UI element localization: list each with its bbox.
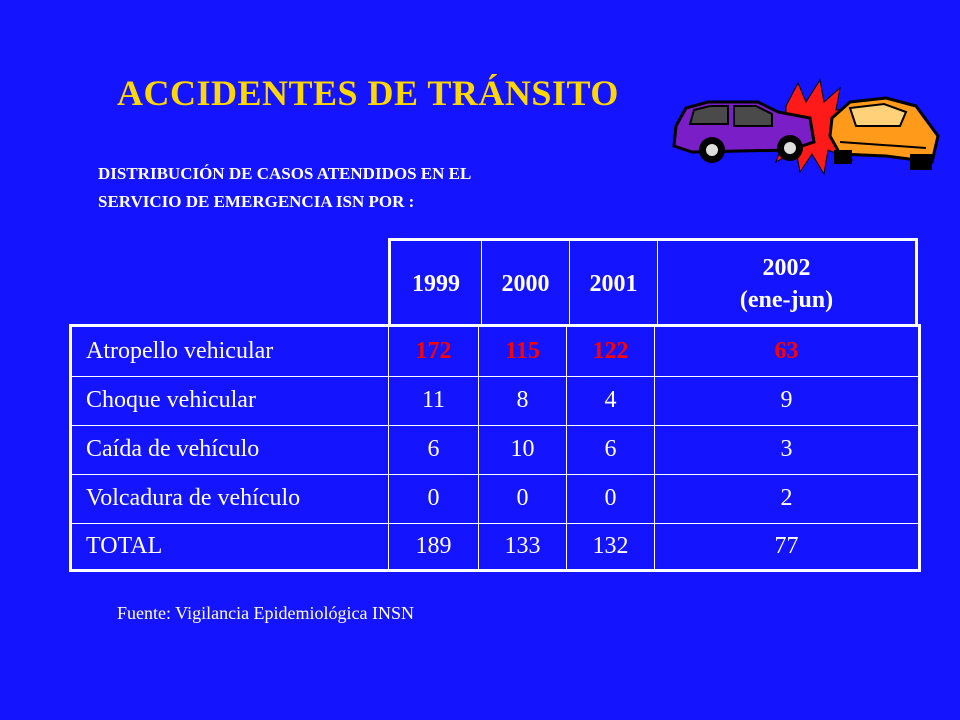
header-2001-text: 2001 bbox=[589, 271, 638, 297]
row-label: Volcadura de vehículo bbox=[86, 485, 301, 511]
header-2001 bbox=[570, 241, 657, 327]
cell-2001: 6 bbox=[604, 436, 617, 462]
cell-2001: 132 bbox=[592, 532, 629, 559]
cell-2002: 2 bbox=[780, 485, 793, 511]
cell-1999: 172 bbox=[415, 338, 452, 364]
slide-subtitle bbox=[98, 160, 471, 216]
data-table bbox=[69, 324, 921, 572]
cell-2000: 115 bbox=[505, 338, 540, 364]
row-label: Choque vehicular bbox=[86, 387, 256, 413]
header-2002 bbox=[658, 241, 915, 327]
header-2000 bbox=[482, 241, 569, 327]
table-header bbox=[388, 238, 918, 324]
cell-2000: 133 bbox=[504, 532, 541, 559]
header-2000-text: 2000 bbox=[501, 271, 550, 297]
header-1999-text: 1999 bbox=[412, 271, 460, 297]
cell-2002: 9 bbox=[780, 387, 793, 413]
cell-2000: 10 bbox=[510, 436, 535, 462]
table-row bbox=[72, 327, 918, 376]
table-row-total bbox=[72, 523, 918, 569]
cell-1999: 11 bbox=[421, 387, 446, 413]
header-2002-year: 2002 bbox=[762, 255, 811, 281]
table-row bbox=[72, 376, 918, 425]
cell-2002: 3 bbox=[780, 436, 793, 462]
row-label: TOTAL bbox=[86, 532, 163, 559]
cell-2001: 0 bbox=[604, 485, 617, 511]
orange-car bbox=[830, 98, 938, 170]
cell-2002: 77 bbox=[774, 532, 799, 559]
cell-1999: 6 bbox=[427, 436, 440, 462]
source-note: Fuente: Vigilancia Epidemiológica INSN bbox=[117, 603, 415, 623]
cell-2000: 0 bbox=[516, 485, 529, 511]
row-label: Caída de vehículo bbox=[86, 436, 260, 462]
header-1999 bbox=[391, 241, 481, 327]
cell-2000: 8 bbox=[516, 387, 529, 413]
car-crash-clipart bbox=[668, 78, 943, 178]
cell-2001: 122 bbox=[592, 338, 629, 364]
subtitle-line-1: DISTRIBUCIÓN DE CASOS ATENDIDOS EN EL bbox=[98, 164, 472, 183]
cell-1999: 0 bbox=[427, 485, 440, 511]
header-2002-period: (ene-jun) bbox=[739, 287, 834, 313]
cell-1999: 189 bbox=[415, 532, 452, 559]
cell-2001: 4 bbox=[604, 387, 617, 413]
cell-2002: 63 bbox=[774, 338, 799, 364]
slide-title: ACCIDENTES DE TRÁNSITO bbox=[117, 73, 619, 113]
row-label: Atropello vehicular bbox=[86, 338, 274, 364]
table-row bbox=[72, 425, 918, 474]
table-row bbox=[72, 474, 918, 523]
subtitle-line-2: SERVICIO DE EMERGENCIA ISN POR : bbox=[98, 192, 415, 211]
